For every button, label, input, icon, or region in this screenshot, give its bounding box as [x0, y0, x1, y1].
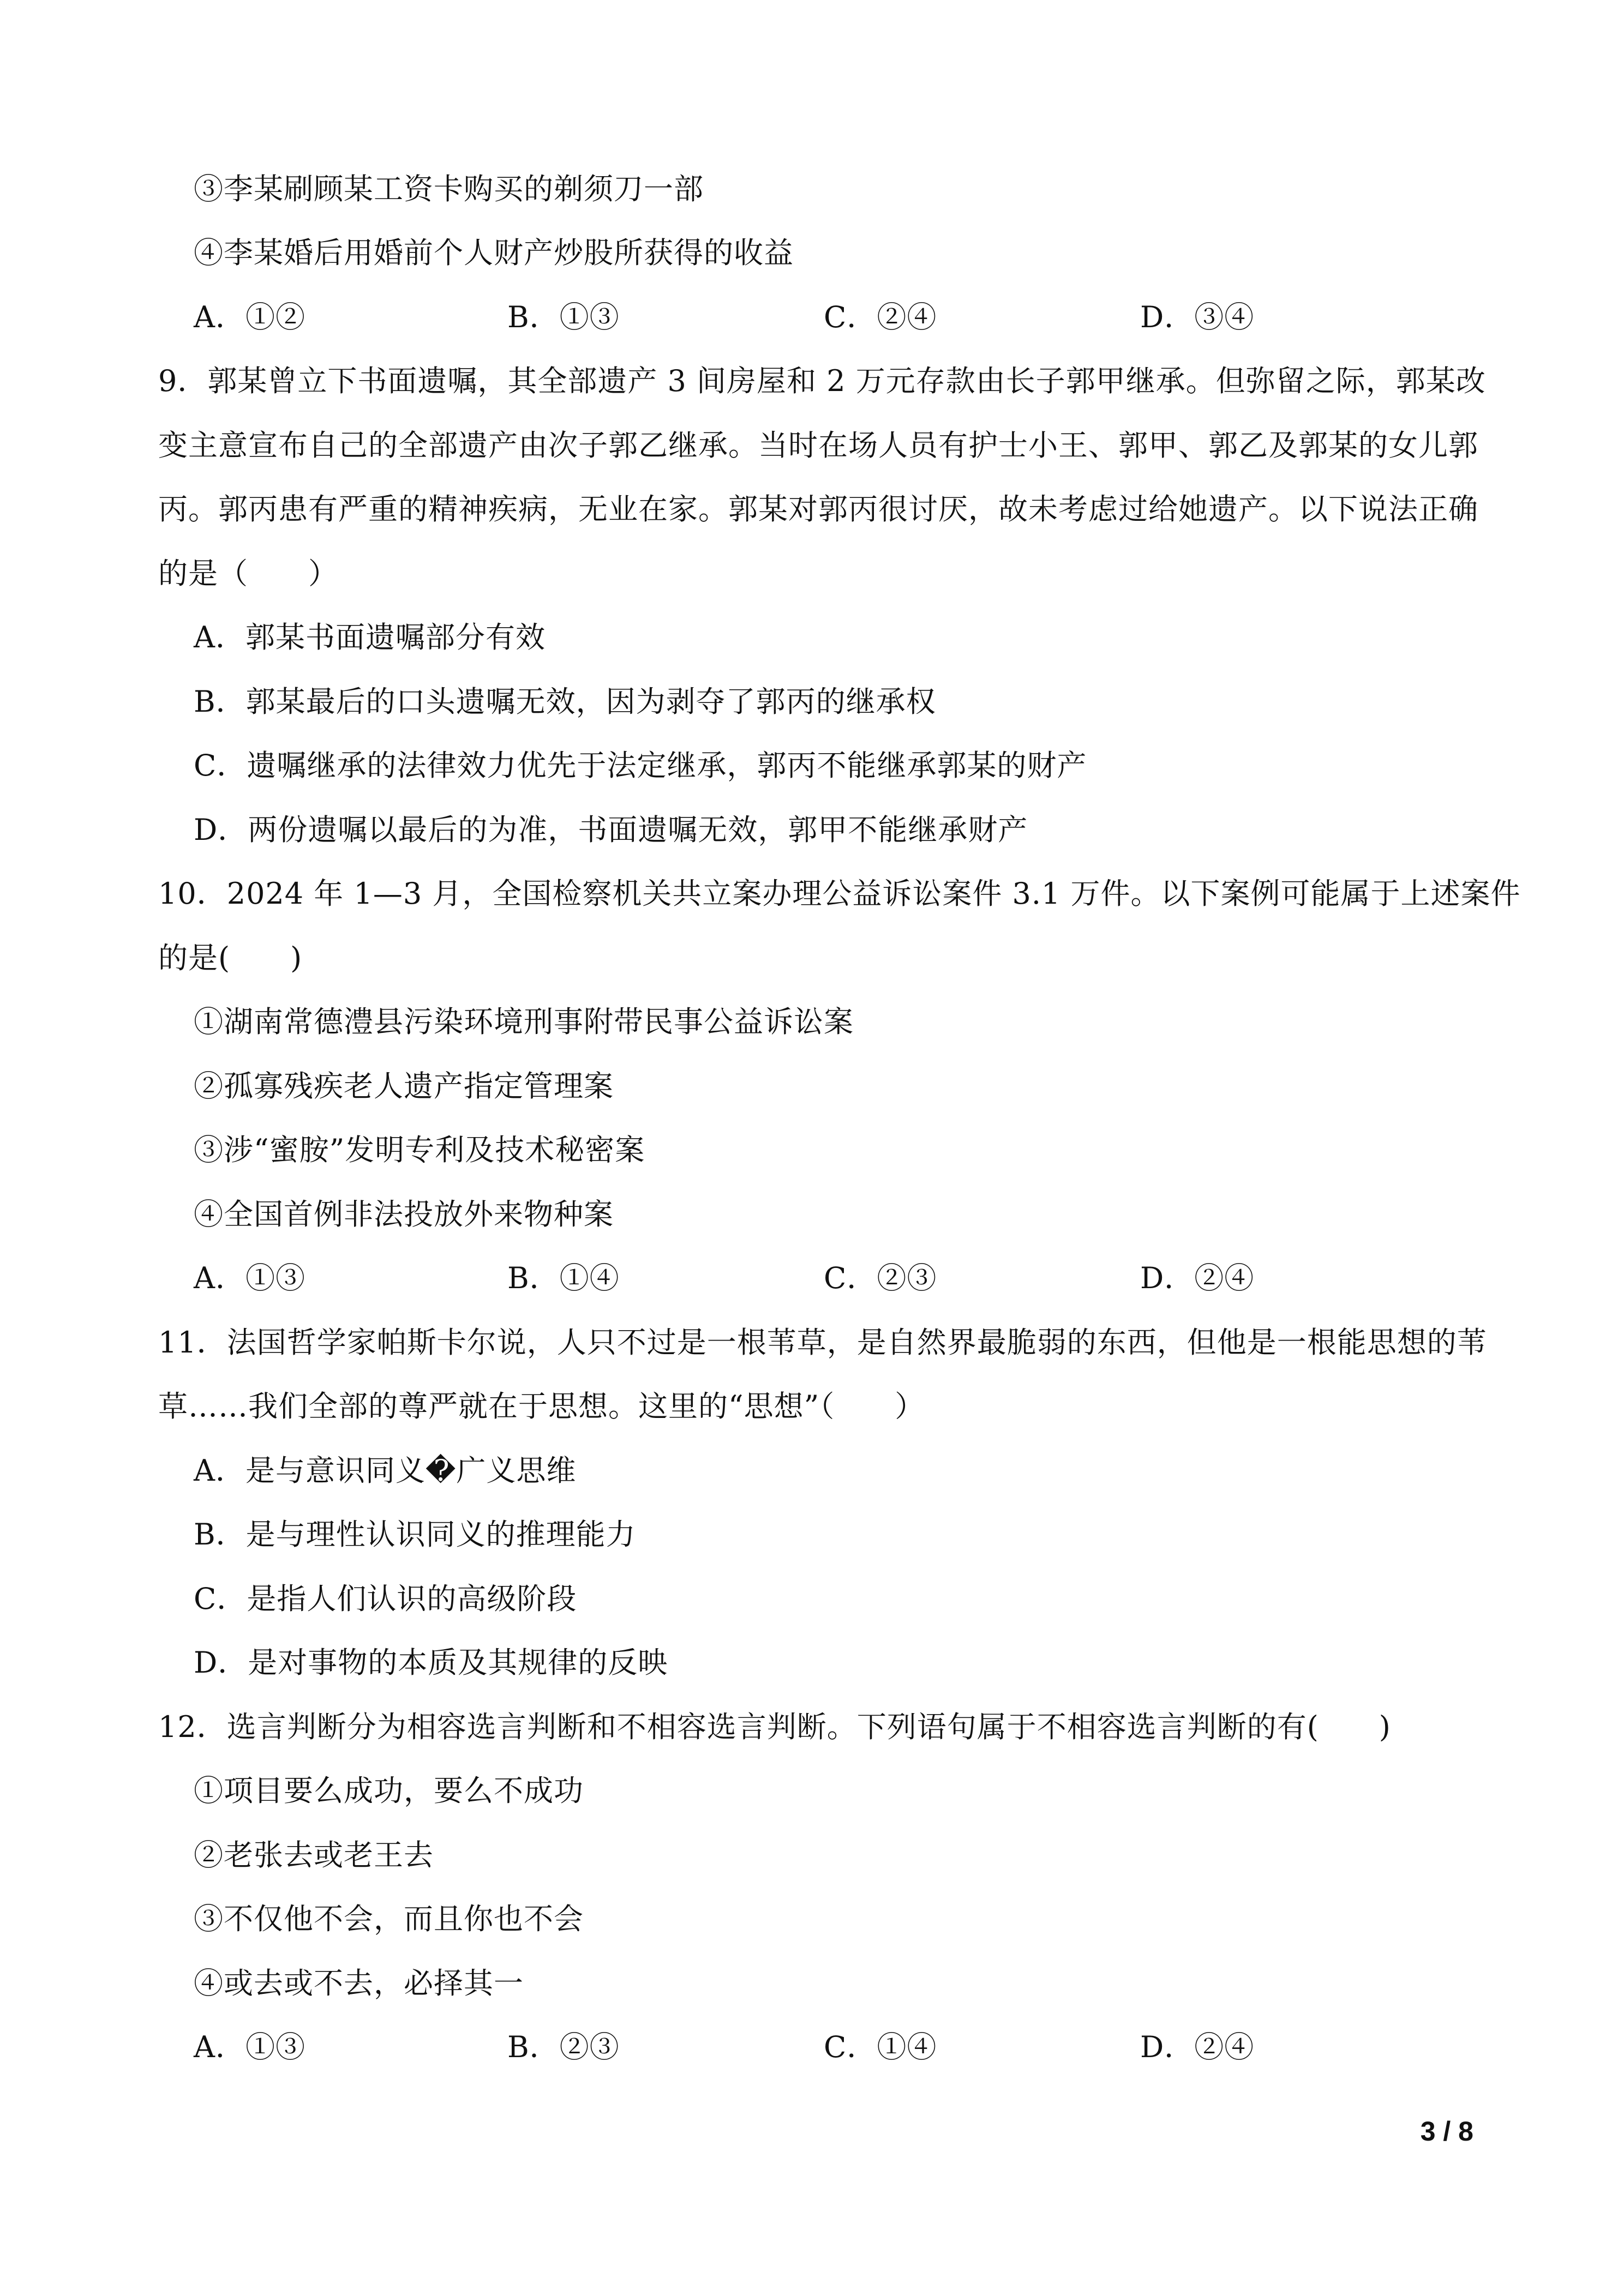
q11-option-d: D．是对事物的本质及其规律的反映 [194, 1645, 668, 1680]
q11-option-b: B．是与理性认识同义的推理能力 [194, 1517, 636, 1552]
q12-item-4: ④或去或不去，必择其一 [194, 1966, 524, 2000]
q12-option-a: A．①③ [194, 2030, 305, 2064]
q11-stem-line-2: 草……我们全部的尊严就在于思想。这里的“思想”（ ） [158, 1389, 925, 1423]
q10-item-4: ④全国首例非法投放外来物种案 [194, 1197, 614, 1231]
q10-option-a: A．①③ [194, 1261, 305, 1295]
q8-option-a: A．①② [194, 300, 305, 334]
q8-option-c: C．②④ [824, 300, 937, 334]
q10-option-d: D．②④ [1140, 1261, 1255, 1295]
q9-option-a: A．郭某书面遗嘱部分有效 [194, 620, 546, 654]
q12-option-c: C．①④ [824, 2030, 937, 2064]
q10-stem-line-2: 的是( ) [158, 941, 303, 975]
q8-options [0, 300, 1624, 335]
q10-option-b: B．①④ [507, 1261, 620, 1295]
q8-option-b: B．①③ [507, 300, 620, 334]
page-number: 3 / 8 [1420, 2116, 1473, 2147]
q10-stem-line-1: 10．2024 年 1—3 月，全国检察机关共立案办理公益诉讼案件 3.1 万件。以下案例可能属于上述案件 [158, 876, 1521, 911]
q12-option-d: D．②④ [1140, 2030, 1255, 2064]
q9-stem-line-1: 9．郭某曾立下书面遗嘱，其全部遗产 3 间房屋和 2 万元存款由长子郭甲继承。但弥留之际，郭某改 [158, 364, 1486, 398]
q9-option-c: C．遗嘱继承的法律效力优先于法定继承，郭丙不能继承郭某的财产 [194, 748, 1087, 783]
q10-item-3: ③涉“蜜胺”发明专利及技术秘密案 [194, 1133, 645, 1167]
q11-option-a: A．是与意识同义�广义思维 [194, 1453, 577, 1488]
q12-stem-line-1: 12．选言判断分为相容选言判断和不相容选言判断。下列语句属于不相容选言判断的有( ) [158, 1710, 1391, 1744]
q12-item-2: ②老张去或老王去 [194, 1838, 434, 1872]
q9-stem-line-2: 变主意宣布自己的全部遗产由次子郭乙继承。当时在场人员有护士小王、郭甲、郭乙及郭某的女儿郭 [158, 428, 1478, 462]
q10-item-1: ①湖南常德澧县污染环境刑事附带民事公益诉讼案 [194, 1005, 854, 1039]
q12-item-1: ①项目要么成功，要么不成功 [194, 1774, 584, 1808]
q9-stem-line-3: 丙。郭丙患有严重的精神疾病，无业在家。郭某对郭丙很讨厌，故未考虑过给她遗产。以下说法正确 [158, 492, 1478, 526]
q12-item-3: ③不仅他不会，而且你也不会 [194, 1902, 584, 1936]
q8-option-d: D．③④ [1140, 300, 1255, 334]
q12-option-b: B．②③ [507, 2030, 620, 2064]
q10-options [0, 1261, 1624, 1296]
q9-option-b: B．郭某最后的口头遗嘱无效，因为剥夺了郭丙的继承权 [194, 684, 936, 719]
q9-option-d: D．两份遗嘱以最后的为准，书面遗嘱无效，郭甲不能继承财产 [194, 813, 1028, 847]
q9-stem-line-4: 的是（ ） [158, 556, 338, 591]
q8-item-4: ④李某婚后用婚前个人财产炒股所获得的收益 [194, 236, 794, 270]
q11-stem-line-1: 11．法国哲学家帕斯卡尔说，人只不过是一根苇草，是自然界最脆弱的东西，但他是一根能思想的苇 [158, 1325, 1487, 1360]
q12-options [0, 2030, 1624, 2065]
q10-item-2: ②孤寡残疾老人遗产指定管理案 [194, 1069, 614, 1103]
q8-item-3: ③李某刷顾某工资卡购买的剃须刀一部 [194, 172, 704, 206]
q11-option-c: C．是指人们认识的高级阶段 [194, 1582, 577, 1616]
q10-option-c: C．②③ [824, 1261, 937, 1295]
